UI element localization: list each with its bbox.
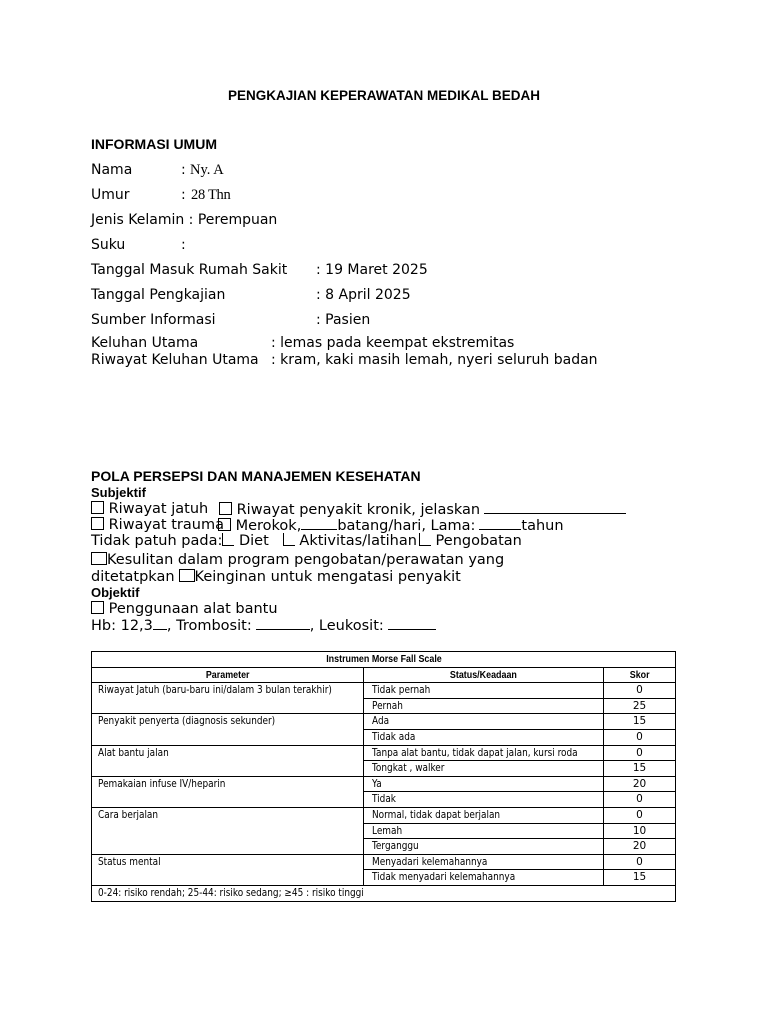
skor-cell: 0 bbox=[604, 792, 676, 808]
umur-separator: : bbox=[181, 187, 186, 203]
riwayat-kronik-blank[interactable] bbox=[484, 501, 626, 514]
keinginan-label: Keinginan untuk mengatasi penyakit bbox=[194, 569, 461, 585]
header-status: Status/Keadaan bbox=[364, 667, 604, 683]
table-caption: Instrumen Morse Fall Scale bbox=[92, 652, 676, 668]
parameter-cell: Status mental bbox=[92, 854, 364, 885]
kesulitan-checkbox[interactable] bbox=[91, 552, 107, 565]
status-cell: Tidak menyadari kelemahannya bbox=[364, 870, 604, 886]
status-cell: Tidak pernah bbox=[364, 683, 604, 699]
jenis-kelamin-line: Jenis Kelamin : Perempuan bbox=[91, 212, 278, 228]
status-cell: Tanpa alat bantu, tidak dapat jalan, kursi roda bbox=[364, 745, 604, 761]
page-title: PENGKAJIAN KEPERAWATAN MEDIKAL BEDAH bbox=[227, 88, 541, 103]
suku-label: Suku bbox=[91, 237, 126, 253]
riwayat-jatuh-checkbox[interactable] bbox=[91, 501, 104, 514]
table-row bbox=[92, 776, 676, 792]
kesulitan-label: Kesulitan dalam program pengobatan/perawatan yang bbox=[107, 552, 505, 568]
header-skor: Skor bbox=[604, 667, 676, 683]
status-cell: Tidak ada bbox=[364, 729, 604, 745]
umur-label: Umur bbox=[91, 187, 130, 203]
status-cell: Terganggu bbox=[364, 839, 604, 855]
skor-cell: 20 bbox=[604, 776, 676, 792]
merokok-batang-blank[interactable] bbox=[301, 517, 337, 530]
status-cell: Tongkat , walker bbox=[364, 761, 604, 777]
pola-persepsi-heading: POLA PERSEPSI DAN MANAJEMEN KESEHATAN bbox=[91, 468, 421, 484]
aktivitas-label: Aktivitas/latihan bbox=[294, 533, 417, 549]
table-caption-row bbox=[92, 652, 676, 668]
skor-cell: 15 bbox=[604, 870, 676, 886]
status-cell: Menyadari kelemahannya bbox=[364, 854, 604, 870]
riwayat-jatuh-row bbox=[91, 501, 208, 517]
table-row bbox=[92, 807, 676, 823]
umur-value: 28 Thn bbox=[191, 187, 231, 203]
ditetatpkan-row bbox=[91, 569, 461, 585]
table-row bbox=[92, 683, 676, 699]
table-row bbox=[92, 714, 676, 730]
tanggal-pengkajian-label: Tanggal Pengkajian bbox=[91, 287, 226, 303]
subjektif-heading: Subjektif bbox=[91, 485, 146, 500]
diet-checkbox[interactable] bbox=[222, 533, 234, 546]
alat-bantu-label: Penggunaan alat bantu bbox=[104, 601, 278, 617]
hb-blank[interactable] bbox=[153, 618, 167, 630]
skor-cell: 0 bbox=[604, 807, 676, 823]
status-cell: Lemah bbox=[364, 823, 604, 839]
skor-cell: 0 bbox=[604, 683, 676, 699]
pengobatan-label: Pengobatan bbox=[430, 533, 522, 549]
alat-bantu-row bbox=[91, 601, 278, 617]
keluhan-utama-label: Keluhan Utama bbox=[91, 335, 199, 351]
informasi-umum-heading: INFORMASI UMUM bbox=[91, 136, 217, 152]
kesulitan-row bbox=[91, 552, 504, 568]
tahun-label: tahun bbox=[521, 518, 564, 534]
riwayat-kronik-row bbox=[219, 501, 626, 518]
table-footer: 0-24: risiko rendah; 25-44: risiko sedang; ≥45 : risiko tinggi bbox=[92, 885, 676, 901]
riwayat-keluhan-label: Riwayat Keluhan Utama bbox=[91, 352, 259, 368]
pengobatan-checkbox[interactable] bbox=[419, 533, 431, 546]
parameter-cell: Riwayat Jatuh (baru-baru ini/dalam 3 bulan terakhir) bbox=[92, 683, 364, 714]
merokok-label: Merokok, bbox=[231, 518, 302, 534]
status-cell: Pernah bbox=[364, 698, 604, 714]
tidak-patuh-row bbox=[91, 533, 522, 549]
riwayat-keluhan-value: : kram, kaki masih lemah, nyeri seluruh badan bbox=[271, 352, 598, 368]
status-cell: Ya bbox=[364, 776, 604, 792]
parameter-cell: Cara berjalan bbox=[92, 807, 364, 854]
table-row bbox=[92, 745, 676, 761]
skor-cell: 25 bbox=[604, 698, 676, 714]
lama-blank[interactable] bbox=[479, 517, 521, 530]
ditetatpkan-label: ditetatpkan bbox=[91, 569, 175, 585]
batang-label: batang/hari, Lama: bbox=[337, 518, 476, 534]
diet-label: Diet bbox=[234, 533, 269, 549]
nama-value: Ny. A bbox=[190, 162, 224, 178]
merokok-row bbox=[218, 517, 564, 534]
sumber-informasi-value: : Pasien bbox=[316, 312, 371, 328]
leukosit-label: , Leukosit: bbox=[309, 618, 384, 634]
parameter-cell: Penyakit penyerta (diagnosis sekunder) bbox=[92, 714, 364, 745]
riwayat-trauma-checkbox[interactable] bbox=[91, 517, 104, 530]
status-cell: Normal, tidak dapat berjalan bbox=[364, 807, 604, 823]
riwayat-trauma-row bbox=[91, 517, 224, 533]
riwayat-kronik-label: Riwayat penyakit kronik, jelaskan bbox=[232, 502, 481, 518]
header-parameter: Parameter bbox=[92, 667, 364, 683]
nama-separator: : bbox=[181, 162, 186, 178]
tanggal-masuk-label: Tanggal Masuk Rumah Sakit bbox=[91, 262, 288, 278]
table-header-row bbox=[92, 667, 676, 683]
table-footer-row bbox=[92, 885, 676, 901]
alat-bantu-checkbox[interactable] bbox=[91, 601, 104, 614]
skor-cell: 0 bbox=[604, 745, 676, 761]
skor-cell: 0 bbox=[604, 854, 676, 870]
tidak-patuh-label: Tidak patuh pada: bbox=[91, 533, 223, 549]
hb-label: Hb: 12,3 bbox=[91, 618, 153, 634]
skor-cell: 0 bbox=[604, 729, 676, 745]
tanggal-pengkajian-value: : 8 April 2025 bbox=[316, 287, 411, 303]
skor-cell: 20 bbox=[604, 839, 676, 855]
tanggal-masuk-value: : 19 Maret 2025 bbox=[316, 262, 428, 278]
keinginan-checkbox[interactable] bbox=[179, 569, 195, 582]
skor-cell: 10 bbox=[604, 823, 676, 839]
trombosit-label: , Trombosit: bbox=[166, 618, 252, 634]
sumber-informasi-label: Sumber Informasi bbox=[91, 312, 216, 328]
table-row bbox=[92, 854, 676, 870]
merokok-checkbox[interactable] bbox=[218, 518, 231, 531]
skor-cell: 15 bbox=[604, 761, 676, 777]
status-cell: Tidak bbox=[364, 792, 604, 808]
nama-label: Nama bbox=[91, 162, 133, 178]
riwayat-kronik-checkbox[interactable] bbox=[219, 502, 232, 515]
trombosit-blank[interactable] bbox=[256, 618, 310, 630]
leukosit-blank[interactable] bbox=[388, 618, 436, 630]
morse-fall-scale-table bbox=[91, 651, 676, 902]
lab-row bbox=[91, 618, 436, 634]
parameter-cell: Alat bantu jalan bbox=[92, 745, 364, 776]
parameter-cell: Pemakaian infuse IV/heparin bbox=[92, 776, 364, 807]
aktivitas-checkbox[interactable] bbox=[283, 533, 295, 546]
objektif-heading: Objektif bbox=[91, 585, 140, 600]
status-cell: Ada bbox=[364, 714, 604, 730]
riwayat-trauma-label: Riwayat trauma bbox=[104, 517, 224, 533]
skor-cell: 15 bbox=[604, 714, 676, 730]
keluhan-utama-value: : lemas pada keempat ekstremitas bbox=[271, 335, 515, 351]
riwayat-jatuh-label: Riwayat jatuh bbox=[104, 501, 209, 517]
suku-separator: : bbox=[181, 237, 186, 253]
